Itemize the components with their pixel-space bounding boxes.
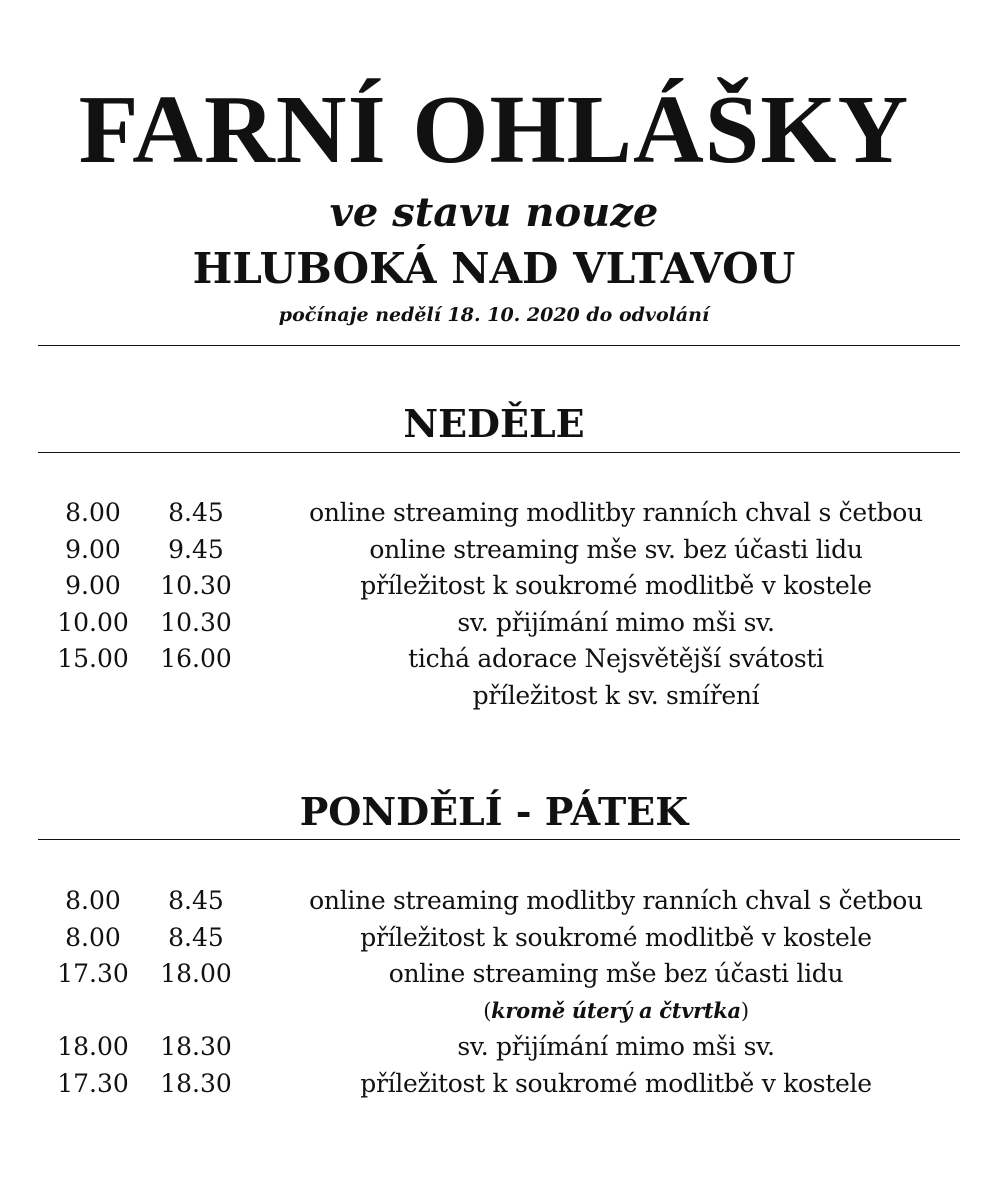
schedule-row	[0, 641, 988, 678]
start-time: 8.00	[65, 922, 121, 952]
end-time: 8.45	[168, 498, 224, 527]
header-divider	[38, 345, 960, 346]
start-time: 17.30	[57, 959, 129, 988]
event-description: online streaming mše sv. bez účasti lidu	[369, 534, 863, 564]
schedule-row	[0, 1029, 988, 1066]
end-time: 8.45	[168, 922, 224, 952]
end-time: 16.00	[160, 644, 232, 673]
weekdays-schedule	[0, 883, 988, 1102]
event-description: sv. přijímání mimo mši sv.	[457, 1032, 775, 1061]
event-description: online streaming mše bez účasti lidu	[388, 959, 844, 988]
start-time: 8.00	[65, 498, 121, 527]
schedule-row	[0, 605, 988, 642]
start-time: 9.00	[65, 571, 121, 600]
end-time: 18.30	[160, 1068, 232, 1098]
end-time: 18.30	[160, 1032, 232, 1061]
event-description: sv. přijímání mimo mši sv.	[457, 607, 775, 637]
note-paren-close: )	[740, 998, 749, 1023]
section-title-weekdays: PONDĚLÍ - PÁTEK	[299, 789, 689, 834]
end-time: 18.00	[160, 959, 232, 988]
event-description: příležitost k soukromé modlitbě v kostele	[360, 922, 872, 952]
event-description: příležitost k soukromé modlitbě v kostele	[360, 571, 872, 600]
start-time: 18.00	[57, 1032, 129, 1061]
end-time: 10.30	[160, 571, 232, 600]
schedule-row	[0, 568, 988, 605]
section-title-sunday: NEDĚLE	[403, 401, 585, 446]
note-paren-open: (	[483, 998, 492, 1023]
schedule-note-row	[0, 993, 988, 1030]
weekdays-divider	[38, 839, 960, 840]
end-time: 9.45	[168, 534, 224, 564]
end-time: 10.30	[160, 607, 232, 637]
page-title: FARNÍ OHLÁŠKY	[78, 76, 910, 184]
start-time: 15.00	[57, 644, 129, 673]
schedule-row	[0, 495, 988, 532]
page-subtitle: ve stavu nouze	[329, 189, 659, 236]
schedule-row	[0, 1066, 988, 1103]
sunday-schedule	[0, 495, 988, 714]
schedule-row	[0, 920, 988, 957]
event-description: příležitost k sv. smíření	[472, 680, 760, 710]
event-description: příležitost k soukromé modlitbě v kostele	[360, 1068, 872, 1098]
event-description: online streaming modlitby ranních chval s četbou	[309, 886, 923, 915]
validity-note: počínaje nedělí 18. 10. 2020 do odvolání	[278, 304, 710, 326]
event-description: online streaming modlitby ranních chval s četbou	[309, 498, 923, 527]
exception-note	[258, 993, 974, 1029]
schedule-row	[0, 956, 988, 993]
sunday-divider	[38, 452, 960, 453]
start-time: 9.00	[65, 534, 121, 564]
parish-name: HLUBOKÁ NAD VLTAVOU	[192, 244, 796, 293]
note-text: kromě úterý a čtvrtka	[491, 997, 741, 1023]
schedule-row	[0, 678, 988, 715]
start-time: 8.00	[65, 886, 121, 915]
end-time: 8.45	[168, 886, 224, 915]
event-description: tichá adorace Nejsvětější svátosti	[408, 644, 824, 673]
schedule-row	[0, 532, 988, 569]
schedule-row	[0, 883, 988, 920]
start-time: 17.30	[57, 1068, 129, 1098]
start-time: 10.00	[57, 607, 129, 637]
